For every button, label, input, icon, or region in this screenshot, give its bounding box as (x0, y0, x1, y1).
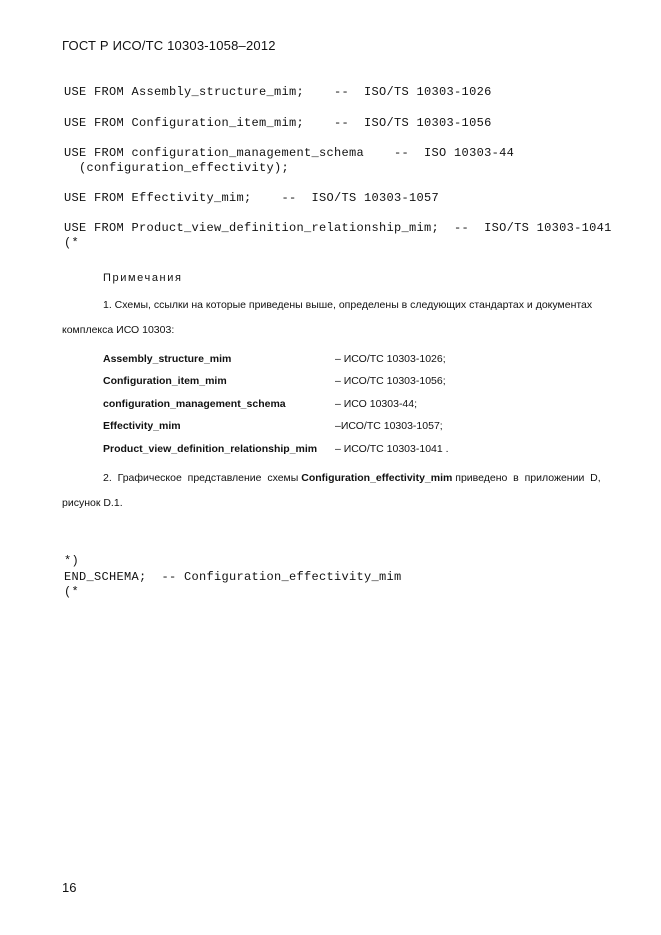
standard-name: Assembly_structure_mim (103, 353, 232, 365)
code-line: *) (64, 554, 80, 568)
standard-name: Effectivity_mim (103, 420, 181, 432)
standard-ref: – ИСО/ТС 10303-1026; (335, 353, 446, 365)
note-2-text-before: 2. Графическое представление схемы (103, 472, 302, 484)
note-1-line-2: комплекса ИСО 10303: (62, 324, 175, 336)
notes-title: Примечания (103, 272, 183, 284)
standard-name: configuration_management_schema (103, 398, 286, 410)
note-2-line-1 (103, 472, 601, 484)
standard-ref: – ИСО/ТС 10303-1056; (335, 375, 446, 387)
standard-ref: –ИСО/ТС 10303-1057; (335, 420, 443, 432)
standard-name: Product_view_definition_relationship_mim (103, 443, 318, 455)
code-line: USE FROM Effectivity_mim; -- ISO/TS 10303-1057 (64, 191, 440, 205)
standard-ref: – ИСО/ТС 10303-1041 . (335, 443, 449, 455)
note-1-line-1: 1. Схемы, ссылки на которые приведены выше, определены в следующих стандартах и документах (103, 299, 593, 311)
standard-name: Configuration_item_mim (103, 375, 227, 387)
note-2-text-after: приведено в приложении D, (452, 472, 601, 484)
code-line: USE FROM Assembly_structure_mim; -- ISO/TS 10303-1026 (64, 85, 492, 99)
code-line: (configuration_effectivity); (64, 161, 290, 175)
note-2-schema-name: Configuration_effectivity_mim (301, 472, 453, 484)
code-line: USE FROM configuration_management_schema -- ISO 10303-44 (64, 146, 515, 160)
standard-ref: – ИСО 10303-44; (335, 398, 418, 410)
code-line: USE FROM Product_view_definition_relationship_mim; -- ISO/TS 10303-1041 (64, 221, 612, 235)
code-line: END_SCHEMA; -- Configuration_effectivity_mim (64, 570, 402, 584)
document-header: ГОСТ Р ИСО/ТС 10303-1058–2012 (62, 38, 276, 53)
code-line: (* (64, 236, 80, 250)
note-2-line-2: рисунок D.1. (62, 497, 123, 509)
code-line: (* (64, 585, 80, 599)
page-number: 16 (62, 880, 77, 895)
code-line: USE FROM Configuration_item_mim; -- ISO/TS 10303-1056 (64, 116, 492, 130)
